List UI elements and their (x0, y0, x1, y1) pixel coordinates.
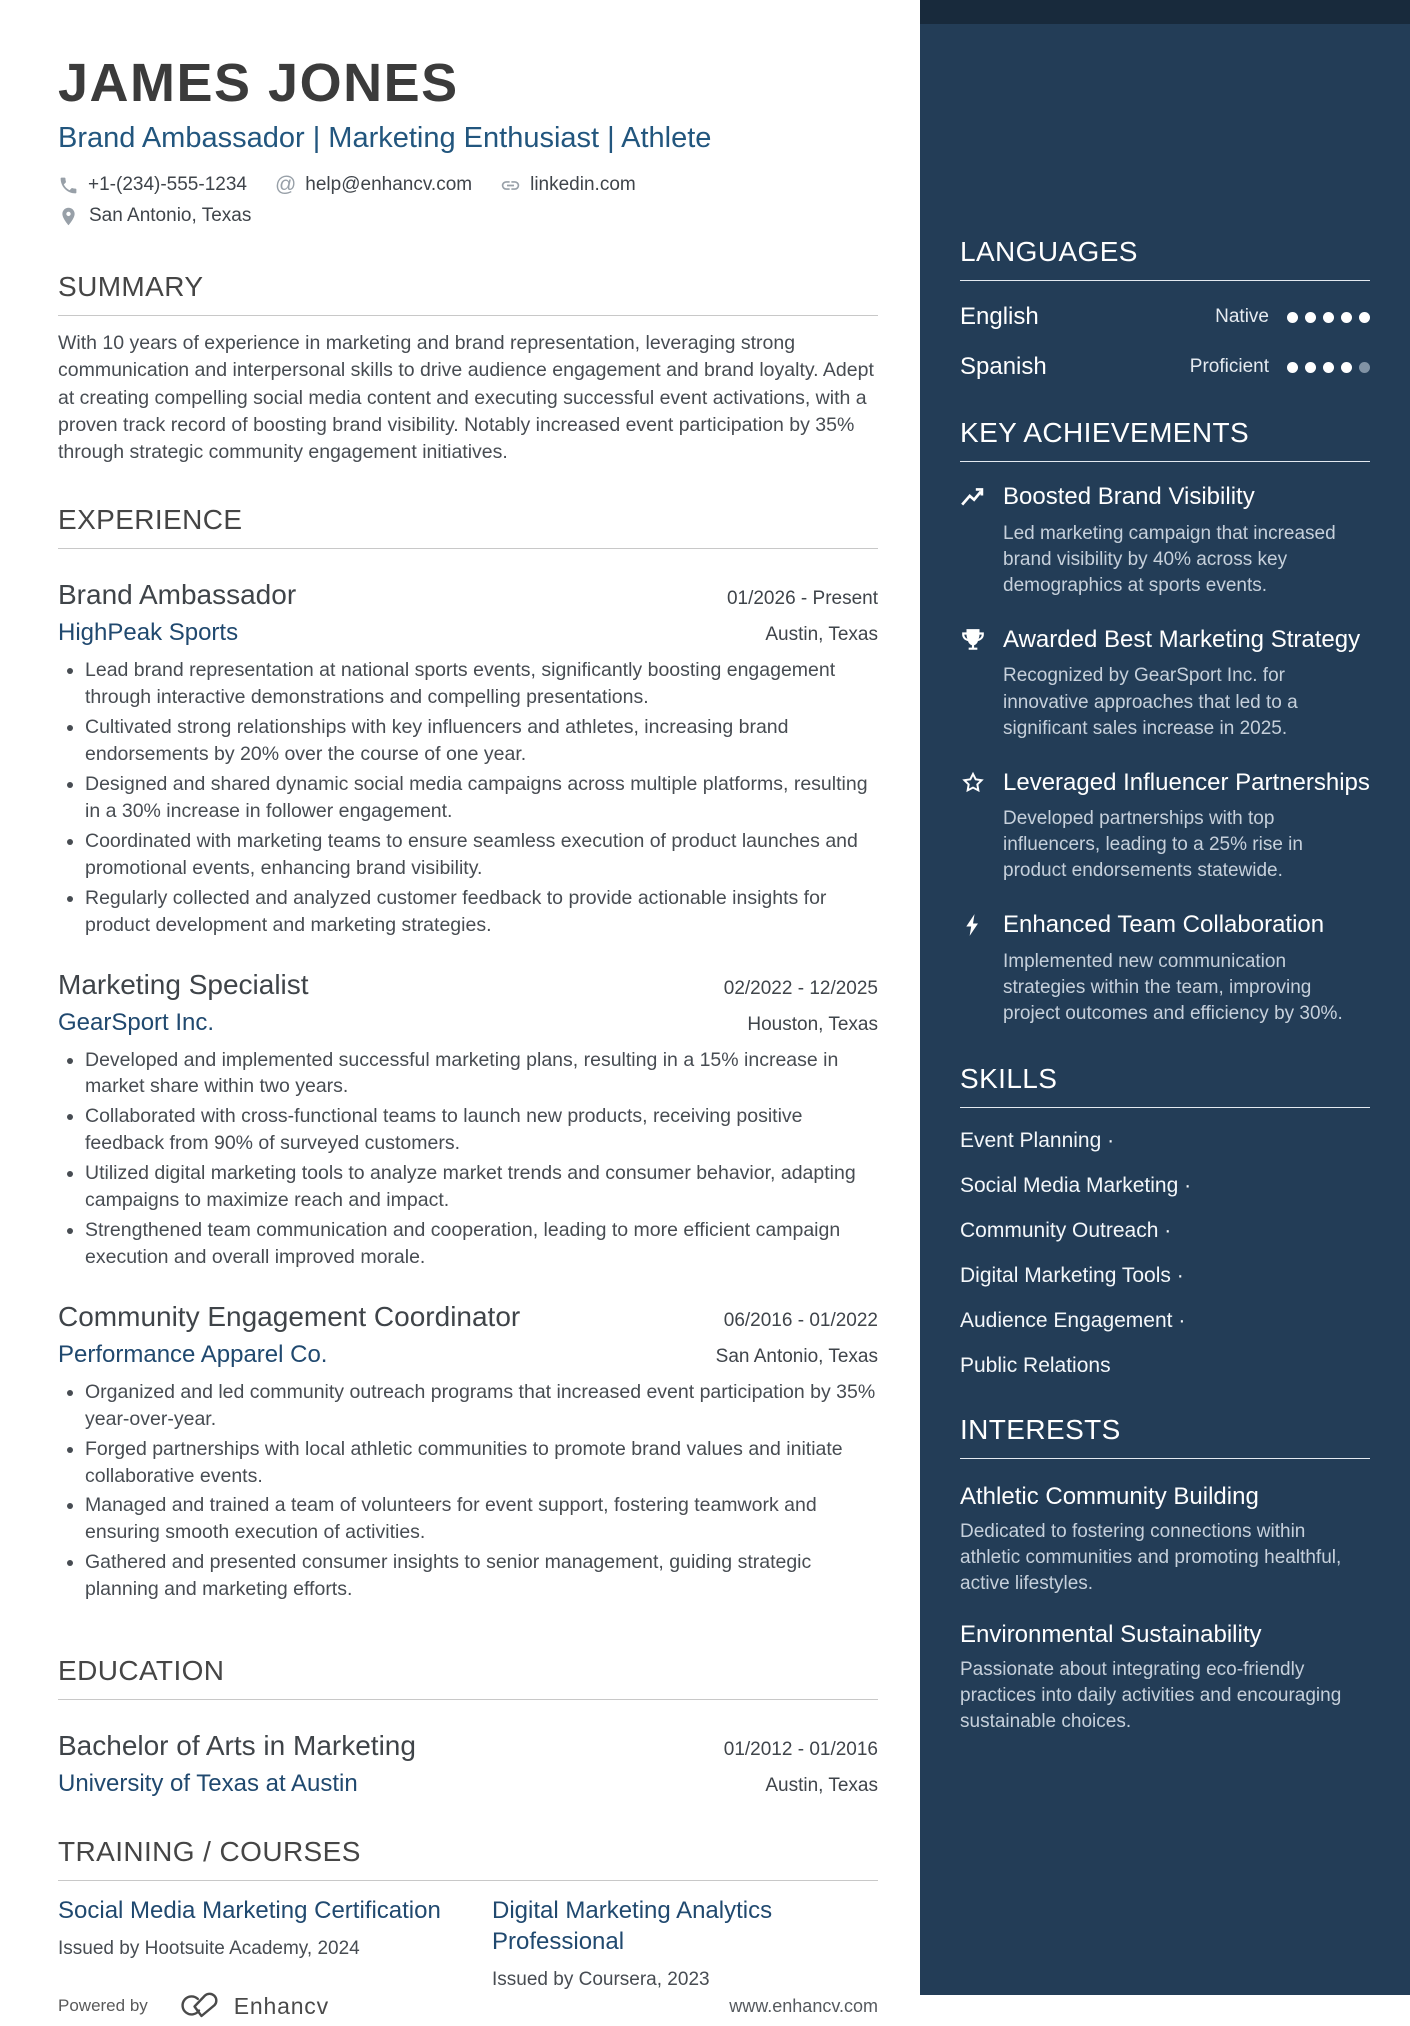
location-row (58, 205, 878, 227)
job-date: 01/2026 - Present (726, 588, 878, 610)
achievement-item (960, 910, 1370, 1027)
achievements-heading: KEY ACHIEVEMENTS (960, 417, 1370, 462)
interest-name: Environmental Sustainability (960, 1621, 1262, 1649)
interest-item (960, 1621, 1370, 1735)
course-name: Digital Marketing Analytics Professional (492, 1897, 773, 1956)
job-bullet: • Cultivated strong relationships with key influencers and athletes, increasing brand endorsements by 20% over the course of one year. (85, 714, 878, 768)
language-proficiency-dots (1287, 312, 1370, 323)
summary-section (58, 227, 878, 466)
job-bullet: • Developed and implemented successful marketing plans, resulting in a 15% increase in market share within two years. (85, 1047, 878, 1101)
phone-icon (58, 175, 79, 196)
skill-item: Community Outreach · (960, 1219, 1370, 1243)
job-entry (58, 953, 878, 1271)
interest-text: Dedicated to fostering connections within athletic communities and promoting healthful, active lifestyles. (960, 1521, 1342, 1595)
achievements-section (960, 417, 1370, 1027)
experience-section (58, 466, 878, 1617)
job-company: Performance Apparel Co. (58, 1340, 328, 1368)
job-role: Brand Ambassador (58, 579, 297, 611)
language-name: English (960, 303, 1039, 330)
language-level: Proficient (1189, 356, 1269, 377)
achievement-title: Leveraged Influencer Partnerships (1003, 768, 1370, 796)
website-item (500, 174, 636, 196)
job-date: 02/2022 - 12/2025 (723, 977, 878, 999)
languages-heading: LANGUAGES (960, 236, 1370, 281)
interest-name: Athletic Community Building (960, 1483, 1259, 1511)
skill-item: Digital Marketing Tools · (960, 1264, 1370, 1288)
location-pin-icon (58, 206, 79, 227)
achievement-text: Recognized by GearSport Inc. for innovative approaches that led to a significant sales increase in 2025. (1003, 665, 1298, 739)
education-location: Austin, Texas (765, 1775, 878, 1797)
job-bullet: • Strengthened team communication and cooperation, leading to more efficient campaign execution and overall improved morale. (85, 1217, 878, 1271)
footer (58, 1991, 878, 2021)
language-name: Spanish (960, 353, 1047, 380)
job-role: Marketing Specialist (58, 968, 309, 1000)
skill-item: Audience Engagement · (960, 1309, 1370, 1333)
summary-text: With 10 years of experience in marketing and brand representation, leveraging strong communication and interpersonal skills to drive audience engagement and brand loyalty. Adept at creating compelling social media content and executing successful event activations, with a proven track record of boosting brand visibility. Notably increased event participation by 35% through strategic community engagement initiatives. (58, 332, 874, 464)
job-entry (58, 563, 878, 938)
job-bullet-list (58, 1379, 878, 1603)
job-bullet: • Collaborated with cross-functional teams to launch new products, receiving positive feedback from 90% of surveyed customers. (85, 1103, 878, 1157)
powered-by-label: Powered by (58, 1996, 148, 2016)
job-bullet: • Coordinated with marketing teams to ensure seamless execution of product launches and promotional events, enhancing brand visibility. (85, 828, 878, 882)
resume-header (58, 52, 878, 227)
languages-section (960, 236, 1370, 381)
skills-heading: SKILLS (960, 1063, 1370, 1108)
course-name: Social Media Marketing Certification (58, 1897, 441, 1925)
achievement-item (960, 482, 1370, 599)
achievement-title: Awarded Best Marketing Strategy (1003, 625, 1361, 653)
job-bullet: • Utilized digital marketing tools to analyze market trends and consumer behavior, adapting campaigns to maximize reach and impact. (85, 1160, 878, 1214)
skills-list (960, 1129, 1370, 1378)
training-heading: TRAINING / COURSES (58, 1836, 878, 1881)
link-icon (500, 175, 521, 196)
enhancv-logo-icon (178, 1991, 224, 2021)
job-bullet: • Gathered and presented consumer insights to senior management, guiding strategic planning and marketing efforts. (85, 1549, 878, 1603)
language-level: Native (1215, 306, 1269, 327)
achievement-text: Implemented new communication strategies within the team, improving project outcomes and efficiency by 30%. (1003, 951, 1343, 1025)
star-icon (960, 768, 988, 885)
contact-row (58, 173, 878, 197)
interests-heading: INTERESTS (960, 1414, 1370, 1459)
location-text: San Antonio, Texas (89, 205, 252, 226)
job-bullet: • Organized and led community outreach programs that increased event participation by 35% year-over-year. (85, 1379, 878, 1433)
enhancv-site-url[interactable]: www.enhancv.com (729, 1995, 878, 2016)
job-role: Community Engagement Coordinator (58, 1300, 521, 1332)
course-issuer: Issued by Hootsuite Academy, 2024 (58, 1938, 360, 1960)
website-url[interactable]: linkedin.com (530, 174, 636, 195)
interest-item (960, 1483, 1370, 1597)
trophy-icon (960, 625, 988, 742)
skill-item: Public Relations (960, 1354, 1111, 1378)
headline: Brand Ambassador | Marketing Enthusiast | Athlete (58, 122, 712, 154)
job-bullet: • Lead brand representation at national sports events, significantly boosting engagement through interactive demonstrations and compelling presentations. (85, 657, 878, 711)
achievement-text: Led marketing campaign that increased brand visibility by 40% across key demographics at sports events. (1003, 522, 1336, 596)
job-bullet-list (58, 657, 878, 938)
language-row (960, 303, 1370, 331)
at-icon: @ (274, 173, 297, 196)
email-address[interactable]: help@enhancv.com (305, 174, 473, 195)
education-section (58, 1617, 878, 1798)
enhancv-brand-text: Enhancv (233, 1992, 329, 2019)
job-company: GearSport Inc. (58, 1008, 215, 1036)
sidebar (920, 0, 1410, 1995)
skill-item: Event Planning · (960, 1129, 1370, 1153)
job-company: HighPeak Sports (58, 619, 239, 647)
job-location: Houston, Texas (747, 1013, 878, 1035)
person-name: JAMES JONES (58, 53, 459, 113)
email-item (275, 173, 472, 197)
phone-number[interactable]: +1-(234)-555-1234 (88, 174, 247, 195)
experience-heading: EXPERIENCE (58, 504, 878, 549)
achievement-title: Boosted Brand Visibility (1003, 483, 1255, 510)
summary-heading: SUMMARY (58, 271, 878, 316)
education-heading: EDUCATION (58, 1655, 878, 1700)
skills-section (960, 1063, 1370, 1378)
course-entry (58, 1895, 444, 1991)
achievement-title: Enhanced Team Collaboration (1003, 911, 1325, 939)
job-bullet: • Designed and shared dynamic social media campaigns across multiple platforms, resulting in a 30% increase in follower engagement. (85, 771, 878, 825)
language-proficiency-dots (1287, 362, 1370, 373)
skill-item: Social Media Marketing · (960, 1174, 1370, 1198)
training-section (58, 1798, 878, 1991)
job-bullet: • Regularly collected and analyzed customer feedback to provide actionable insights for product development and marketing strategies. (85, 885, 878, 939)
phone-item (58, 174, 247, 196)
job-bullet-list (58, 1047, 878, 1271)
lightning-icon (960, 910, 988, 1027)
zigzag-arrow-icon (960, 482, 988, 599)
language-row (960, 353, 1370, 381)
course-entry (492, 1895, 878, 1991)
interest-text: Passionate about integrating eco-friendly practices into daily activities and encouraging sustainable choices. (960, 1659, 1342, 1733)
interests-section (960, 1414, 1370, 1735)
achievement-text: Developed partnerships with top influencers, leading to a 25% rise in product endorsements statewide. (1003, 808, 1303, 882)
job-location: Austin, Texas (765, 624, 878, 646)
achievement-item (960, 768, 1370, 885)
achievement-item (960, 625, 1370, 742)
degree: Bachelor of Arts in Marketing (58, 1730, 416, 1762)
course-issuer: Issued by Coursera, 2023 (492, 1969, 710, 1991)
job-bullet: • Forged partnerships with local athletic communities to promote brand values and initiate collaborative events. (85, 1436, 878, 1490)
job-date: 06/2016 - 01/2022 (723, 1309, 878, 1331)
school: University of Texas at Austin (58, 1770, 358, 1798)
education-date: 01/2012 - 01/2016 (723, 1739, 878, 1761)
job-entry (58, 1285, 878, 1603)
job-location: San Antonio, Texas (715, 1345, 878, 1367)
job-bullet: • Managed and trained a team of volunteers for event support, fostering teamwork and ensuring smooth execution of activities. (85, 1492, 878, 1546)
